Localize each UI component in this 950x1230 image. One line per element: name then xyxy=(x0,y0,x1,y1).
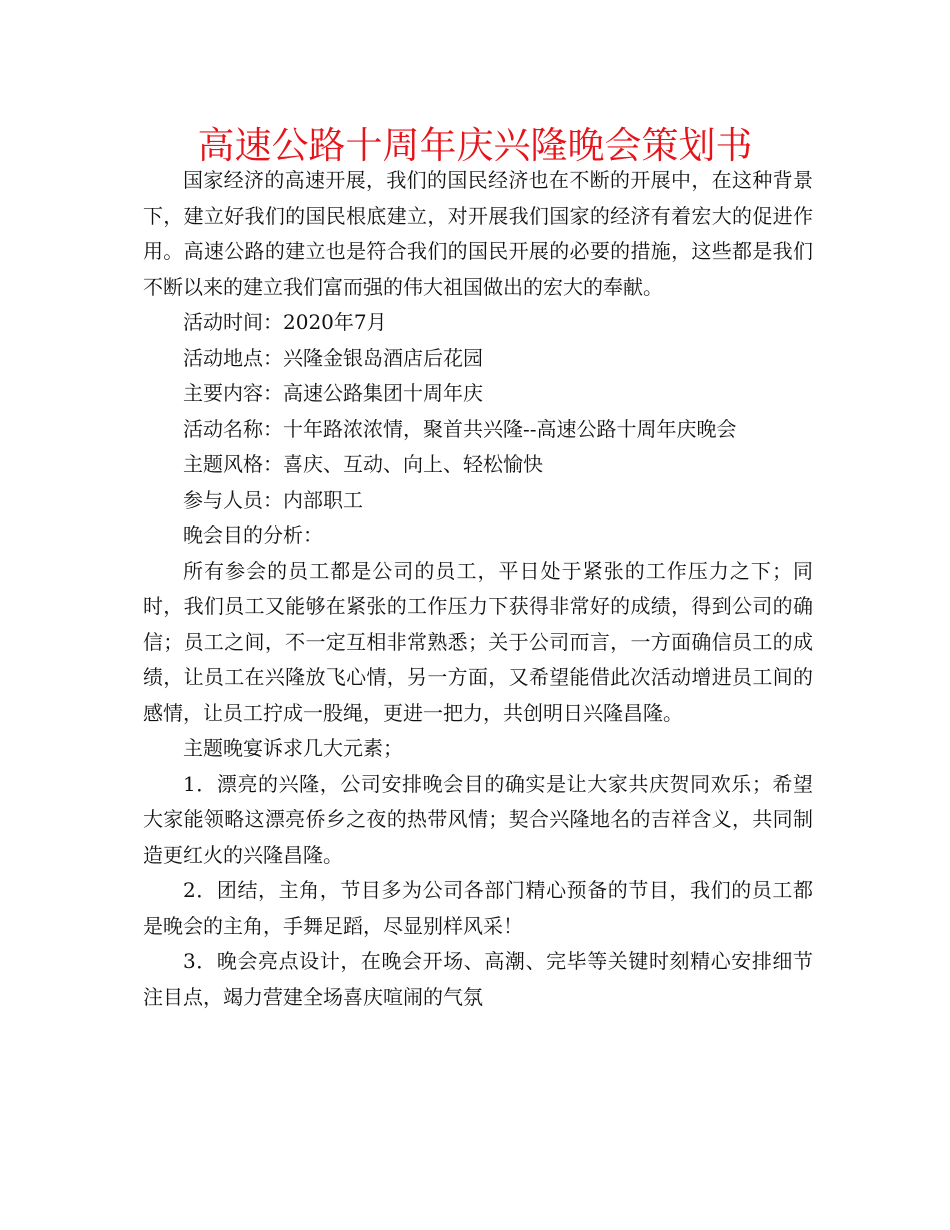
paragraph-participants: 参与人员：内部职工 xyxy=(183,487,363,512)
paragraph-activity-location: 活动地点：兴隆金银岛酒店后花园 xyxy=(183,345,483,370)
paragraph-theme-style: 主题风格：喜庆、互动、向上、轻松愉快 xyxy=(183,452,543,476)
paragraph-activity-name: 活动名称：十年路浓浓情，聚首共兴隆--高速公路十周年庆晚会 xyxy=(183,416,737,441)
paragraph-elements-heading: 主题晚宴诉求几大元素； xyxy=(183,736,403,760)
paragraph-element-1: 1．漂亮的兴隆，公司安排晚会目的确实是让大家共庆贺同欢乐；希望大家能领略这漂亮侨乡之夜的热带风情；契合兴隆地名的吉祥含义，共同制造更红火的兴隆昌隆。 xyxy=(143,771,813,867)
paragraph-purpose-heading: 晚会目的分析： xyxy=(183,523,323,547)
paragraph-element-3: 3．晚会亮点设计，在晚会开场、高潮、完毕等关键时刻精心安排细节注目点，竭力营建全场喜庆喧闹的气氛 xyxy=(143,949,813,1009)
paragraph-element-2: 2．团结，主角，节目多为公司各部门精心预备的节目，我们的员工都是晚会的主角，手舞足蹈，尽显别样风采！ xyxy=(143,878,813,938)
document-title: 高速公路十周年庆兴隆晚会策划书 xyxy=(197,124,753,167)
document-body xyxy=(143,163,813,1015)
paragraph-intro: 国家经济的高速开展，我们的国民经济也在不断的开展中，在这种背景下，建立好我们的国民根底建立，对开展我们国家的经济有着宏大的促进作用。高速公路的建立也是符合我们的国民开展的必要的措施，这些都是我们不断以来的建立我们富而强的伟大祖国做出的宏大的奉献。 xyxy=(143,168,813,299)
paragraph-activity-time: 活动时间：2020年7月 xyxy=(183,310,387,334)
paragraph-main-content: 主要内容：高速公路集团十周年庆 xyxy=(183,381,483,405)
paragraph-purpose-analysis: 所有参会的员工都是公司的员工，平日处于紧张的工作压力之下；同时，我们员工又能够在紧张的工作压力下获得非常好的成绩，得到公司的确信；员工之间，不一定互相非常熟悉；关于公司而言，一方面确信员工的成绩，让员工在兴隆放飞心情，另一方面，又希望能借此次活动增进员工间的感情，让员工拧成一股绳，更进一把力，共创明日兴隆昌隆。 xyxy=(143,558,813,725)
